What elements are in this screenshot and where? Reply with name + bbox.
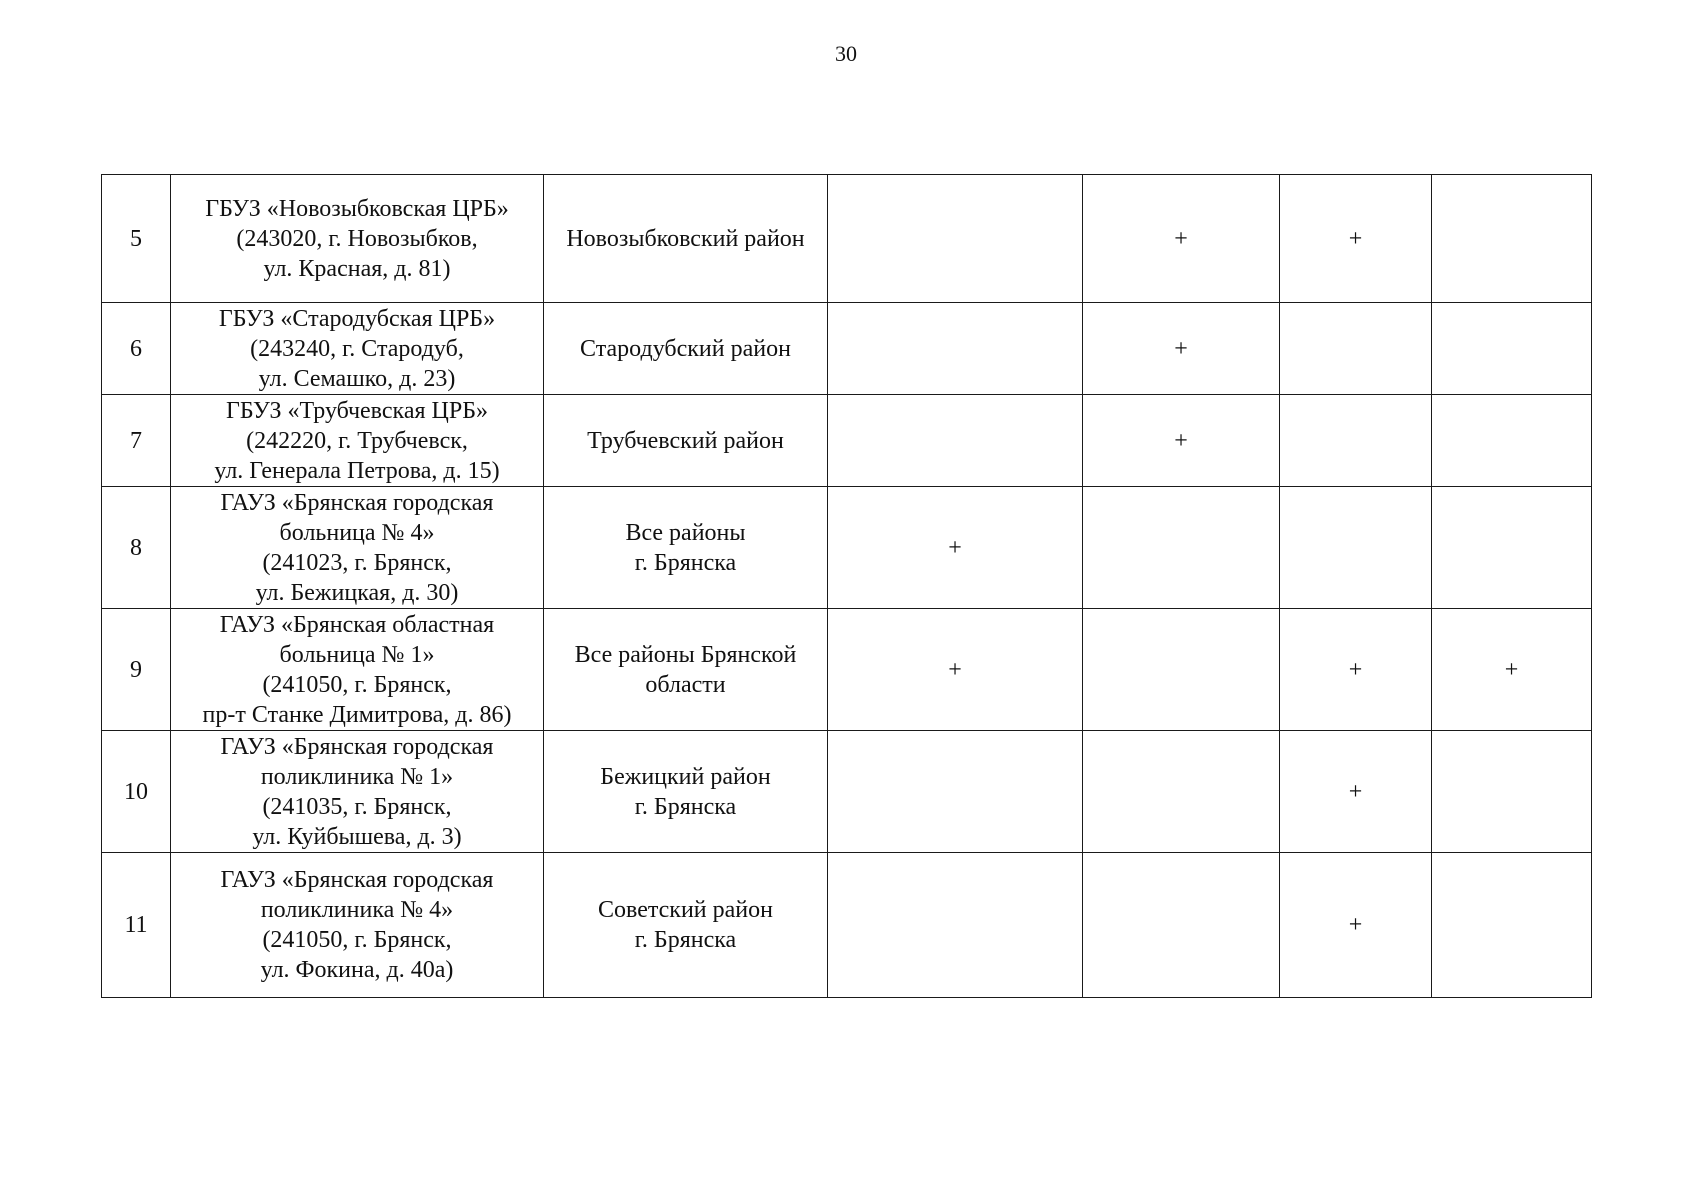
organization-cell (171, 395, 544, 487)
mark-cell-4 (1432, 175, 1592, 303)
mark-cell-2 (1083, 853, 1280, 998)
mark-cell-3 (1280, 487, 1432, 609)
mark-cell-4 (1432, 395, 1592, 487)
organization-name: поликлиника № 4» (260, 897, 454, 923)
mark-cell-4 (1432, 731, 1592, 853)
mark-cell-2 (1083, 609, 1280, 731)
organization-cell (171, 175, 544, 303)
mark-cell-3: + (1280, 175, 1432, 303)
area-label: Трубчевский район (587, 427, 784, 454)
table-row (102, 303, 1592, 395)
mark-cell-3: + (1280, 853, 1432, 998)
table-row (102, 609, 1592, 731)
mark-cell-1 (828, 731, 1083, 853)
organization-name: ГАУЗ «Брянская городская (220, 867, 494, 893)
table-row (102, 175, 1592, 303)
mark-cell-3: + (1280, 609, 1432, 731)
mark-cell-3 (1280, 395, 1432, 487)
organization-address: ул. Бежицкая, д. 30) (255, 579, 459, 606)
page-number: 30 (835, 41, 857, 66)
mark-cell-3 (1280, 303, 1432, 395)
mark-cell-3: + (1280, 731, 1432, 853)
organization-name: больница № 1» (279, 641, 435, 668)
organization-address: (243020, г. Новозыбков, (236, 225, 478, 252)
mark-cell-1 (828, 175, 1083, 303)
organization-address: ул. Фокина, д. 40а) (260, 957, 454, 983)
mark-cell-4 (1432, 853, 1592, 998)
mark-cell-1: + (828, 487, 1083, 609)
mark-cell-1 (828, 303, 1083, 395)
area-cell (544, 303, 828, 395)
area-cell (544, 731, 828, 853)
area-label: Новозыбковский район (566, 225, 805, 252)
organization-address: ул. Семашко, д. 23) (258, 365, 456, 392)
organization-cell (171, 303, 544, 395)
organization-address: пр-т Станке Димитрова, д. 86) (202, 701, 512, 728)
organization-address: ул. Красная, д. 81) (263, 255, 451, 282)
organization-name: ГБУЗ «Трубчевская ЦРБ» (226, 397, 488, 424)
facilities-table (101, 174, 1592, 998)
mark-cell-2 (1083, 731, 1280, 853)
organization-name: ГАУЗ «Брянская областная (219, 611, 495, 638)
area-label: г. Брянска (634, 927, 737, 953)
organization-address: ул. Генерала Петрова, д. 15) (214, 457, 500, 484)
organization-address: (242220, г. Трубчевск, (246, 427, 468, 454)
organization-cell (171, 853, 544, 998)
area-label: области (645, 671, 726, 698)
area-label: Все районы (625, 519, 746, 546)
area-label: Советский район (598, 897, 773, 923)
mark-cell-1 (828, 395, 1083, 487)
area-cell (544, 175, 828, 303)
mark-cell-4 (1432, 303, 1592, 395)
row-number: 6 (102, 303, 171, 395)
organization-name: ГАУЗ «Брянская городская (220, 733, 494, 760)
organization-cell (171, 731, 544, 853)
area-label: Бежицкий район (600, 763, 771, 790)
organization-address: (243240, г. Стародуб, (250, 335, 464, 362)
area-label: г. Брянска (634, 793, 737, 820)
table-row (102, 487, 1592, 609)
mark-cell-2: + (1083, 175, 1280, 303)
area-label: г. Брянска (634, 549, 737, 576)
area-label: Стародубский район (580, 335, 791, 362)
area-label: Все районы Брянской (574, 641, 797, 668)
area-cell (544, 487, 828, 609)
organization-address: (241050, г. Брянск, (262, 927, 452, 953)
area-cell (544, 853, 828, 998)
table-row (102, 395, 1592, 487)
organization-name: ГБУЗ «Стародубская ЦРБ» (218, 305, 496, 332)
organization-name: ГАУЗ «Брянская городская (220, 489, 494, 516)
mark-cell-2 (1083, 487, 1280, 609)
row-number: 10 (102, 731, 171, 853)
organization-address: (241023, г. Брянск, (262, 549, 452, 576)
row-number: 8 (102, 487, 171, 609)
table-row (102, 731, 1592, 853)
mark-cell-2: + (1083, 395, 1280, 487)
row-number: 5 (102, 175, 171, 303)
mark-cell-1: + (828, 609, 1083, 731)
mark-cell-4: + (1432, 609, 1592, 731)
organization-cell (171, 487, 544, 609)
organization-name: поликлиника № 1» (260, 763, 454, 790)
table-row (102, 853, 1592, 998)
organization-address: (241050, г. Брянск, (262, 671, 452, 698)
organization-address: (241035, г. Брянск, (262, 793, 452, 820)
organization-cell (171, 609, 544, 731)
mark-cell-2: + (1083, 303, 1280, 395)
mark-cell-1 (828, 853, 1083, 998)
organization-name: ГБУЗ «Новозыбковская ЦРБ» (205, 195, 509, 222)
organization-name: больница № 4» (279, 519, 435, 546)
area-cell (544, 609, 828, 731)
area-cell (544, 395, 828, 487)
mark-cell-4 (1432, 487, 1592, 609)
organization-address: ул. Куйбышева, д. 3) (252, 823, 462, 850)
row-number: 7 (102, 395, 171, 487)
row-number: 9 (102, 609, 171, 731)
row-number: 11 (102, 853, 171, 998)
